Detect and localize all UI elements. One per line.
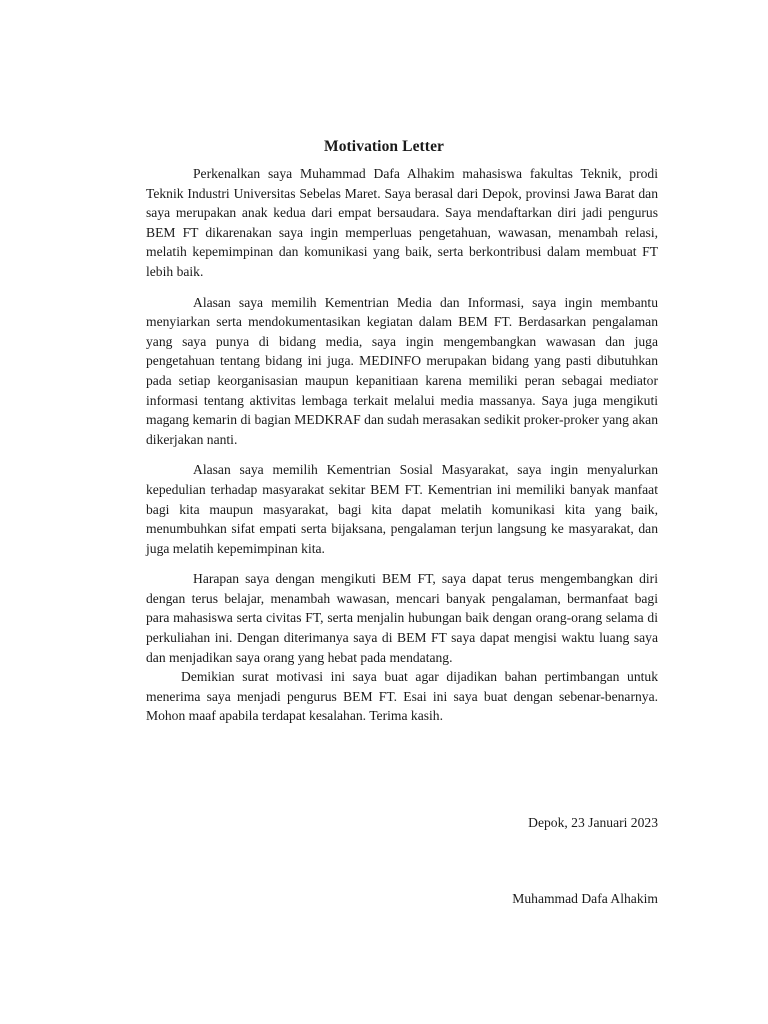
letter-date: Depok, 23 Januari 2023 [528, 815, 658, 830]
paragraph-sosial-masyarakat: Alasan saya memilih Kementrian Sosial Masyarakat, saya ingin menyalurkan kepedulian terhadap masyarakat sekitar BEM FT. Kementrian ini memiliki banyak manfaat bagi kita maupun masyarakat, bagi kita dapat melatih komunikasi kita yang baik, menumbuhkan sifat empati serta bijaksana, pengalaman terjun langsung ke masyarakat, dan juga melatih kepemimpinan kita. [146, 462, 658, 556]
paragraph-harapan: Harapan saya dengan mengikuti BEM FT, saya dapat terus mengembangkan diri dengan terus belajar, menambah wawasan, mencari banyak pengalaman, bermanfaat bagi para mahasiswa serta civitas FT, serta menjalin hubungan baik dengan orang-orang selama di perkuliahan ini. Dengan diterimanya saya di BEM FT saya dapat mengisi waktu luang saya dan menjadikan saya orang yang hebat pada mendatang. [146, 571, 658, 665]
paragraph-media-informasi: Alasan saya memilih Kementrian Media dan Informasi, saya ingin membantu menyiarkan serta mendokumentasikan kegiatan dalam BEM FT. Berdasarkan pengalaman yang saya punya di bidang media, saya ingin mengembangkan wawasan dan juga pengetahuan tentang bidang ini juga. MEDINFO merupakan bidang yang pasti dibutuhkan pada setiap keorganisasian maupun kepanitiaan karena memiliki peran sebagai mediator informasi tentang aktivitas lembaga terkait melalui media massanya. Saya juga mengikuti magang kemarin di bagian MEDKRAF dan sudah merasakan sedikit proker-proker yang akan dikerjakan nanti. [146, 294, 658, 447]
paragraph-closing: Demikian surat motivasi ini saya buat agar dijadikan bahan pertimbangan untuk menerima saya menjadi pengurus BEM FT. Esai ini saya buat dengan sebenar-benarnya. Mohon maaf apabila terdapat kesalahan. Terima kasih. [146, 669, 658, 724]
signature-name: Muhammad Dafa Alhakim [512, 891, 658, 906]
letter-body [146, 164, 658, 726]
paragraph-introduction: Perkenalkan saya Muhammad Dafa Alhakim mahasiswa fakultas Teknik, prodi Teknik Industri Universitas Sebelas Maret. Saya berasal dari Depok, provinsi Jawa Barat dan saya merupakan anak kedua dari empat bersaudara. Saya mendaftarkan diri jadi pengurus BEM FT dikarenakan saya ingin memperluas pengetahuan, wawasan, menambah relasi, melatih kepemimpinan dan komunikasi yang baik, serta berkontribusi dalam membuat FT lebih baik. [146, 166, 658, 279]
letter-title: Motivation Letter [323, 138, 445, 155]
